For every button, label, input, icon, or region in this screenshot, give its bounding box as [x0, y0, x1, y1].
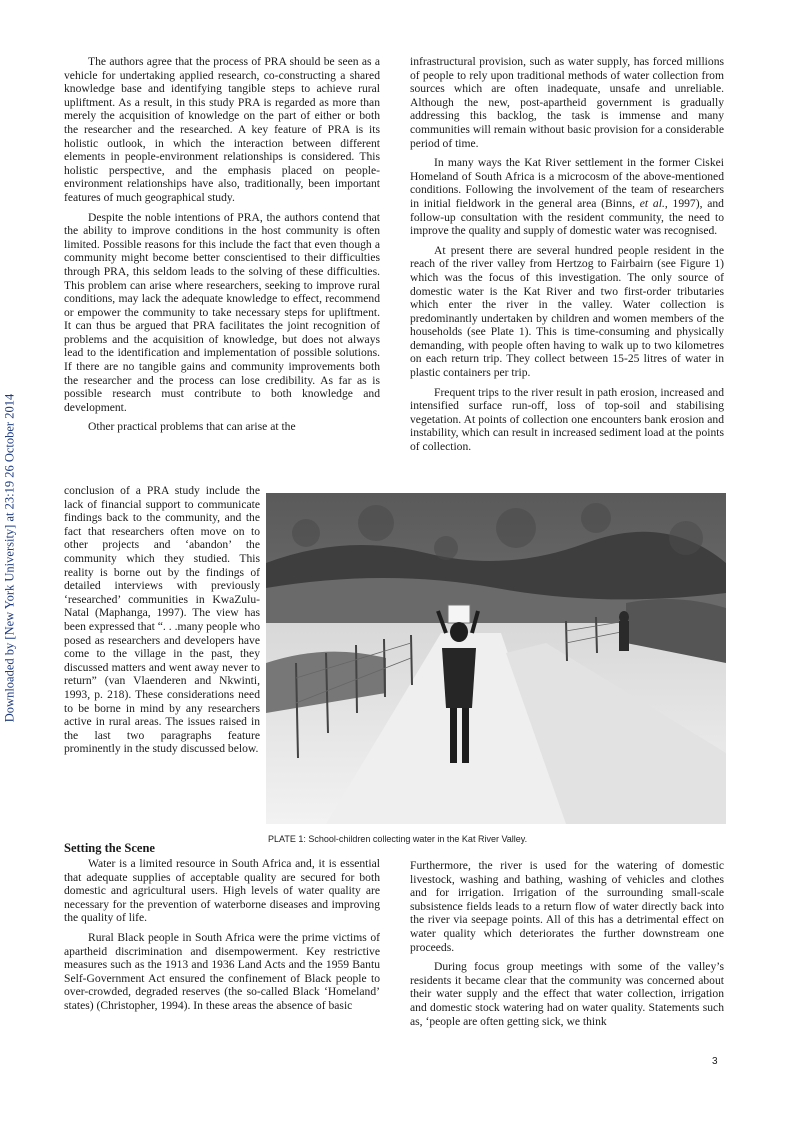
emphasis: et al. — [639, 196, 665, 210]
paragraph: In many ways the Kat River settlement in the former Ciskei Homeland of South Africa is a microcosm of the above-mentioned conditions. Following the involvement of the team of researchers in initial fieldwork in the general area (Binns, et al., 1997), and follow-up consultation with the resident community, the need to improve the quality and supply of domestic water was recognised. — [410, 156, 724, 238]
paragraph: The authors agree that the process of PRA should be seen as a vehicle for undertaking applied research, co-constructing a shared knowledge base and identifying tangible steps to achieve rural upliftment. As a result, in this study PRA is regarded as more than merely the acquisition of knowledge on the part of either or both the researcher and the researched. A key feature of PRA is its holistic outlook, in which the interaction between different elements in people-environment relationships is considered. This holistic perspective, and the emphasis placed on people-environment relationships have also, traditionally, been important features of much geographical study. — [64, 55, 380, 204]
paragraph: Water is a limited resource in South Africa and, it is essential that adequate supplies of acceptable quality are secured for both domestic and agricultural users. High levels of water quality are necessary for the prevention of waterborne diseases and improving the quality of life. — [64, 857, 380, 925]
plate-photo — [266, 493, 726, 824]
section-heading: Setting the Scene — [64, 841, 155, 855]
paragraph: Furthermore, the river is used for the watering of domestic livestock, washing and bathing, washing of vehicles and clothes and for irrigation. Irrigation of the surrounding small-scale subsistence fields leads to a return flow of water directly back into the river via seepage points. All of this has a detrimental effect on water quality which deteriorates the further downstream one proceeds. — [410, 859, 724, 954]
paragraph: At present there are several hundred people resident in the reach of the river valley from Hertzog to Fairbairn (see Figure 1) which was the focus of this investigation. The only source of domestic water is the Kat River and two first-order tributaries which enter the river in the valley. Water collection is predominantly undertaken by children and women members of the households (see Plate 1). This is time-consuming and physically demanding, with people often having to walk up to two kilometres on each return trip. They collect between 15-25 litres of water in plastic containers per trip. — [410, 243, 724, 380]
photo-illustration — [266, 493, 726, 824]
right-column-top — [410, 55, 724, 460]
left-column-bottom — [64, 857, 380, 1019]
paragraph: During focus group meetings with some of the valley’s residents it became clear that the community was concerned about their water supply and the effect that water collection, irrigation and domestic stock watering had on water quality. Statements such as, ‘people are often getting sick, we think — [410, 960, 724, 1028]
left-column-top — [64, 55, 380, 434]
right-column-bottom — [410, 859, 724, 1034]
paragraph: Frequent trips to the river result in path erosion, increased and intensified surface run-off, loss of top-soil and stabilising vegetation. At points of collection one encounters bank erosion and instability, which can result in increased sediment load at the points of collection. — [410, 385, 724, 454]
download-watermark — [3, 378, 17, 738]
plate-caption: PLATE 1: School-children collecting water in the Kat River Valley. — [268, 834, 528, 844]
paragraph: Other practical problems that can arise at the — [88, 420, 296, 434]
paragraph: Despite the noble intentions of PRA, the authors contend that the ability to improve conditions in the host community is often limited. Possible reasons for this include the fact that even though a community might become better conscientised to their difficulties through PRA, this seldom leads to the solving of these difficulties. This problem can arise where researchers, seeking to improve rural conditions, may lack the adequate knowledge to effect, recommend or empower the community to take necessary steps for upliftment. It can thus be argued that PRA facilitates the joint recognition of problems and the acquisition of knowledge, but does not always lead to the identification and implementation of possible solutions. If there are no tangible gains and community improvements both the researcher and the process can lose credibility. As far as is possible research must contribute to both knowledge and development. — [64, 210, 380, 414]
paragraph: Rural Black people in South Africa were the prime victims of apartheid discrimination and disempowerment. Key restrictive measures such as the 1913 and 1936 Land Acts and the 1959 Bantu Self-Government Act ensured the confinement of Black people to over-crowded, degraded reserves (the so-called Black ‘Homeland’ states) (Christopher, 1994). In these areas the absence of basic — [64, 930, 380, 1012]
download-note: Downloaded by [New York University] at 23:19 26 October 2014 — [2, 393, 17, 723]
paragraph: conclusion of a PRA study include the lack of financial support to communicate findings back to the community, and the fact that researchers often move on to other projects and ‘abandon’ the community which they studied. This reality is borne out by the findings of detailed interviews with previously ‘researched’ communities in KwaZulu-Natal (Maphanga, 1997). The view has been expressed that “. . .many people who posed as researchers and developers have come to the village in the past, they discussed matters and went away never to return” (van Vlaenderen and Nkwinti, 1993, p. 218). These considerations need to be borne in mind by any researchers active in rural areas. The issues raised in the last two paragraphs feature prominently in the study discussed below. — [64, 484, 260, 756]
paragraph: infrastructural provision, such as water supply, has forced millions of people to rely upon traditional methods of water collection from sources which are often inadequate, unsafe and unreliable. Although the new, post-apartheid government is gradually addressing this backlog, the task is immense and many communities will remain without basic provision for a considerable period of time. — [410, 55, 724, 150]
left-column-wrap — [64, 484, 260, 762]
page-number: 3 — [712, 1056, 718, 1067]
